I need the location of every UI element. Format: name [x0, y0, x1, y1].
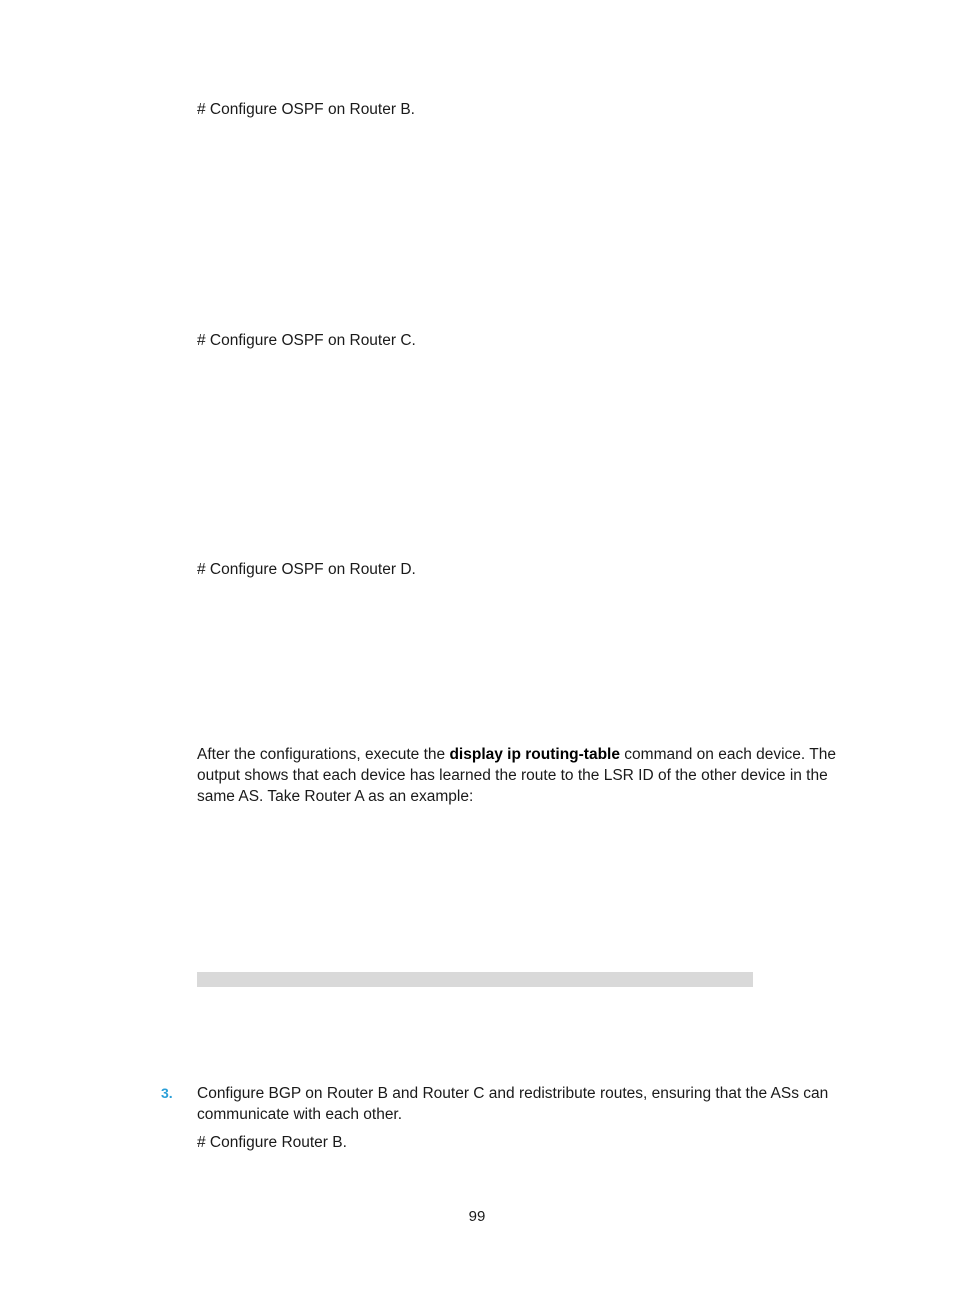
ospf-router-b-heading: # Configure OSPF on Router B.: [197, 101, 415, 118]
configure-router-b-heading: # Configure Router B.: [197, 1134, 347, 1151]
step-3-text: Configure BGP on Router B and Router C and redistribute routes, ensuring that the ASs can communicate with each other.: [197, 1085, 829, 1123]
after-config-prefix: After the configurations, execute the: [197, 746, 450, 763]
after-config-paragraph: [197, 744, 869, 807]
ospf-router-d-heading: # Configure OSPF on Router D.: [197, 561, 416, 578]
step-number: 3.: [161, 1085, 173, 1101]
ospf-router-c-heading: # Configure OSPF on Router C.: [197, 332, 416, 349]
code-output-bar: [197, 972, 753, 987]
page-number: 99: [468, 1208, 486, 1225]
command-display-ip-routing-table: display ip routing-table: [449, 746, 620, 763]
after-config-suffix: command on each device. The output shows that each device has learned the route to the LSR ID of the other device in the same AS. Take Router A as an example:: [197, 746, 836, 805]
